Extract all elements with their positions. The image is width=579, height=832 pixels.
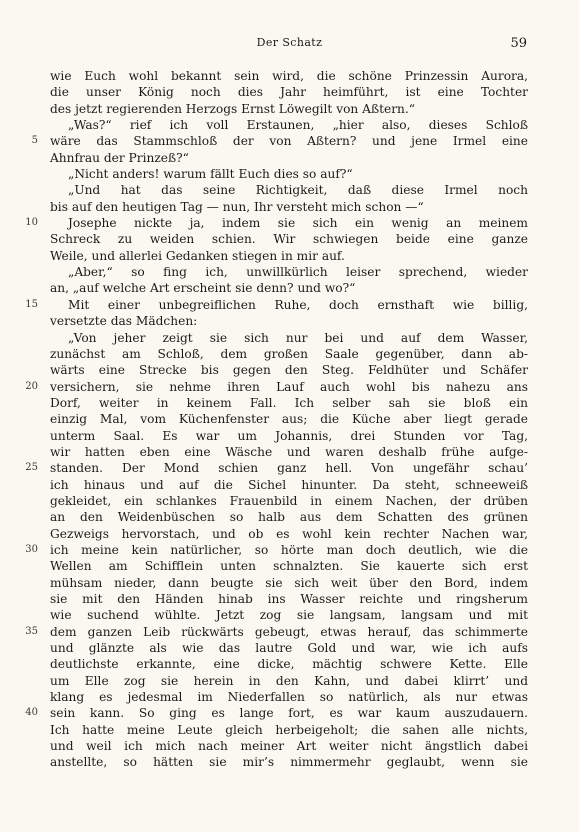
running-title: Der Schatz: [256, 36, 323, 49]
text-line: [25, 297, 528, 313]
line-text: zunächst am Schloß, dem großen Saale gegenüber, dann ab-: [50, 346, 528, 361]
line-text: die unser König noch dies Jahr heimführt, ist eine Tochter: [50, 85, 528, 100]
text-line: [50, 428, 528, 444]
text-line: [50, 117, 528, 133]
line-text: Ahnfrau der Prinzeß?“: [50, 150, 189, 165]
line-text: deutlichste erkannte, eine dicke, mächtig schwere Kette. Elle: [50, 657, 528, 672]
page-number: 59: [510, 36, 527, 51]
text-line: [50, 330, 528, 346]
text-line: [50, 264, 528, 280]
line-text: wie suchend wühlte. Jetzt zog sie langsam, langsam und mit: [50, 608, 528, 623]
text-line: [25, 705, 528, 721]
line-text: des jetzt regierenden Herzogs Ernst Löwegilt von Aßtern.“: [50, 101, 415, 116]
running-head: [0, 36, 579, 54]
text-line: [25, 624, 528, 640]
line-number: 20: [25, 380, 38, 392]
text-line: [50, 313, 528, 329]
text-line: [50, 640, 528, 656]
line-text: „Nicht anders! warum fällt Euch dies so auf?“: [68, 167, 353, 182]
text-line: [25, 460, 528, 476]
line-text: standen. Der Mond schien ganz hell. Von ungefähr schau’: [50, 461, 528, 476]
line-text: ich hinaus und auf die Sichel hinunter. Da steht, schneeweiß: [50, 477, 528, 492]
text-line: [25, 215, 528, 231]
text-line: [50, 101, 528, 117]
text-line: [25, 379, 528, 395]
text-line: [50, 199, 528, 215]
line-text: versichern, sie nehme ihren Lauf auch wohl bis nahezu ans: [50, 379, 528, 394]
text-line: [50, 575, 528, 591]
text-line: [50, 754, 528, 770]
line-text: wäre das Stammschloß der von Aßtern? und jene Irmel eine: [50, 134, 528, 149]
line-text: „Was?“ rief ich voll Erstaunen, „hier also, dieses Schloß: [68, 118, 528, 133]
line-text: wie Euch wohl bekannt sein wird, die schöne Prinzessin Aurora,: [50, 69, 528, 83]
text-line: [50, 493, 528, 509]
body-text: [25, 68, 528, 771]
text-line: [50, 231, 528, 247]
line-text: um Elle zog sie herein in den Kahn, und dabei klirrt’ und: [50, 673, 528, 688]
text-line: [50, 477, 528, 493]
line-number: 30: [25, 543, 38, 555]
line-text: Wellen am Schifflein unten schnalzten. Sie kauerte sich erst: [50, 559, 528, 574]
text-line: [50, 689, 528, 705]
line-number: 15: [25, 298, 38, 310]
text-line: [50, 280, 528, 296]
text-line: [50, 509, 528, 525]
line-number: 5: [31, 135, 38, 147]
text-line: [50, 150, 528, 166]
line-text: dem ganzen Leib rückwärts gebeugt, etwas herauf, das schimmerte: [50, 624, 528, 639]
line-number: 40: [25, 707, 38, 719]
line-text: wärts eine Strecke bis gegen den Steg. Feldhüter und Schäfer: [50, 363, 528, 378]
text-line: [50, 362, 528, 378]
text-line: [50, 444, 528, 460]
line-text: unterm Saal. Es war um Johannis, drei Stunden vor Tag,: [50, 428, 528, 443]
line-text: Ich hatte meine Leute gleich herbeigeholt; die sahen alle nichts,: [50, 722, 528, 737]
line-text: „Und hat das seine Richtigkeit, daß diese Irmel noch: [68, 183, 528, 198]
text-line: [50, 591, 528, 607]
line-text: einzig Mal, vom Küchenfenster aus; die Küche aber liegt gerade: [50, 412, 528, 427]
line-text: sie mit den Händen hinab ins Wasser reichte und ringsherum: [50, 592, 528, 606]
line-text: Schreck zu weiden schien. Wir schwiegen beide eine ganze: [50, 232, 528, 247]
text-line: [25, 542, 528, 558]
line-text: ich meine kein natürlicher, so hörte man doch deutlich, wie die: [50, 542, 528, 557]
text-line: [50, 607, 528, 623]
line-text: bis auf den heutigen Tag — nun, Ihr versteht mich schon —“: [50, 199, 424, 214]
line-text: „Aber,“ so fing ich, unwillkürlich leiser sprechend, wieder: [68, 265, 528, 280]
line-text: klang es jedesmal im Niederfallen so natürlich, als nur etwas: [50, 690, 528, 705]
line-text: Dorf, weiter in keinem Fall. Ich selber sah sie bloß ein: [50, 395, 528, 410]
text-line: [50, 182, 528, 198]
line-number: 25: [25, 462, 38, 474]
line-text: und weil ich mich nach meiner Art weiter nicht ängstlich dabei: [50, 739, 528, 754]
text-line: [50, 656, 528, 672]
text-line: [50, 395, 528, 411]
line-text: „Von jeher zeigt sie sich nur bei und auf dem Wasser,: [68, 330, 528, 345]
line-text: Josephe nickte ja, indem sie sich ein wenig an meinem: [68, 216, 528, 231]
text-line: [50, 84, 528, 100]
text-line: [50, 526, 528, 542]
line-text: mühsam nieder, dann beugte sie sich weit über den Bord, indem: [50, 575, 528, 590]
text-line: [50, 166, 528, 182]
line-text: sein kann. So ging es lange fort, es war kaum auszudauern.: [50, 706, 528, 721]
text-line: [50, 558, 528, 574]
text-line: [31, 133, 528, 149]
line-text: gekleidet, ein schlankes Frauenbild in einem Nachen, der drüben: [50, 493, 528, 508]
text-line: [50, 346, 528, 362]
line-number: 10: [25, 217, 38, 229]
line-text: und glänzte als wie das lautre Gold und war, wie ich aufs: [50, 641, 528, 656]
text-line: [50, 738, 528, 754]
line-text: wir hatten eben eine Wäsche und waren deshalb frühe aufge-: [50, 444, 528, 459]
line-text: an, „auf welche Art erscheint sie denn? und wo?“: [50, 281, 356, 296]
text-line: [50, 248, 528, 264]
text-line: [50, 673, 528, 689]
line-text: Weile, und allerlei Gedanken stiegen in mir auf.: [50, 248, 345, 263]
line-number: 35: [25, 625, 38, 637]
line-text: an den Weidenbüschen so halb aus dem Schatten des grünen: [50, 510, 528, 525]
line-text: anstellte, so hätten sie mir’s nimmermehr geglaubt, wenn sie: [50, 755, 528, 770]
text-line: [50, 68, 528, 84]
text-line: [50, 411, 528, 427]
line-text: Mit einer unbegreiflichen Ruhe, doch ernsthaft wie billig,: [68, 297, 528, 312]
line-text: versetzte das Mädchen:: [50, 314, 198, 329]
line-text: Gezweigs hervorstach, und ob es wohl kein rechter Nachen war,: [50, 526, 528, 541]
text-line: [50, 722, 528, 738]
